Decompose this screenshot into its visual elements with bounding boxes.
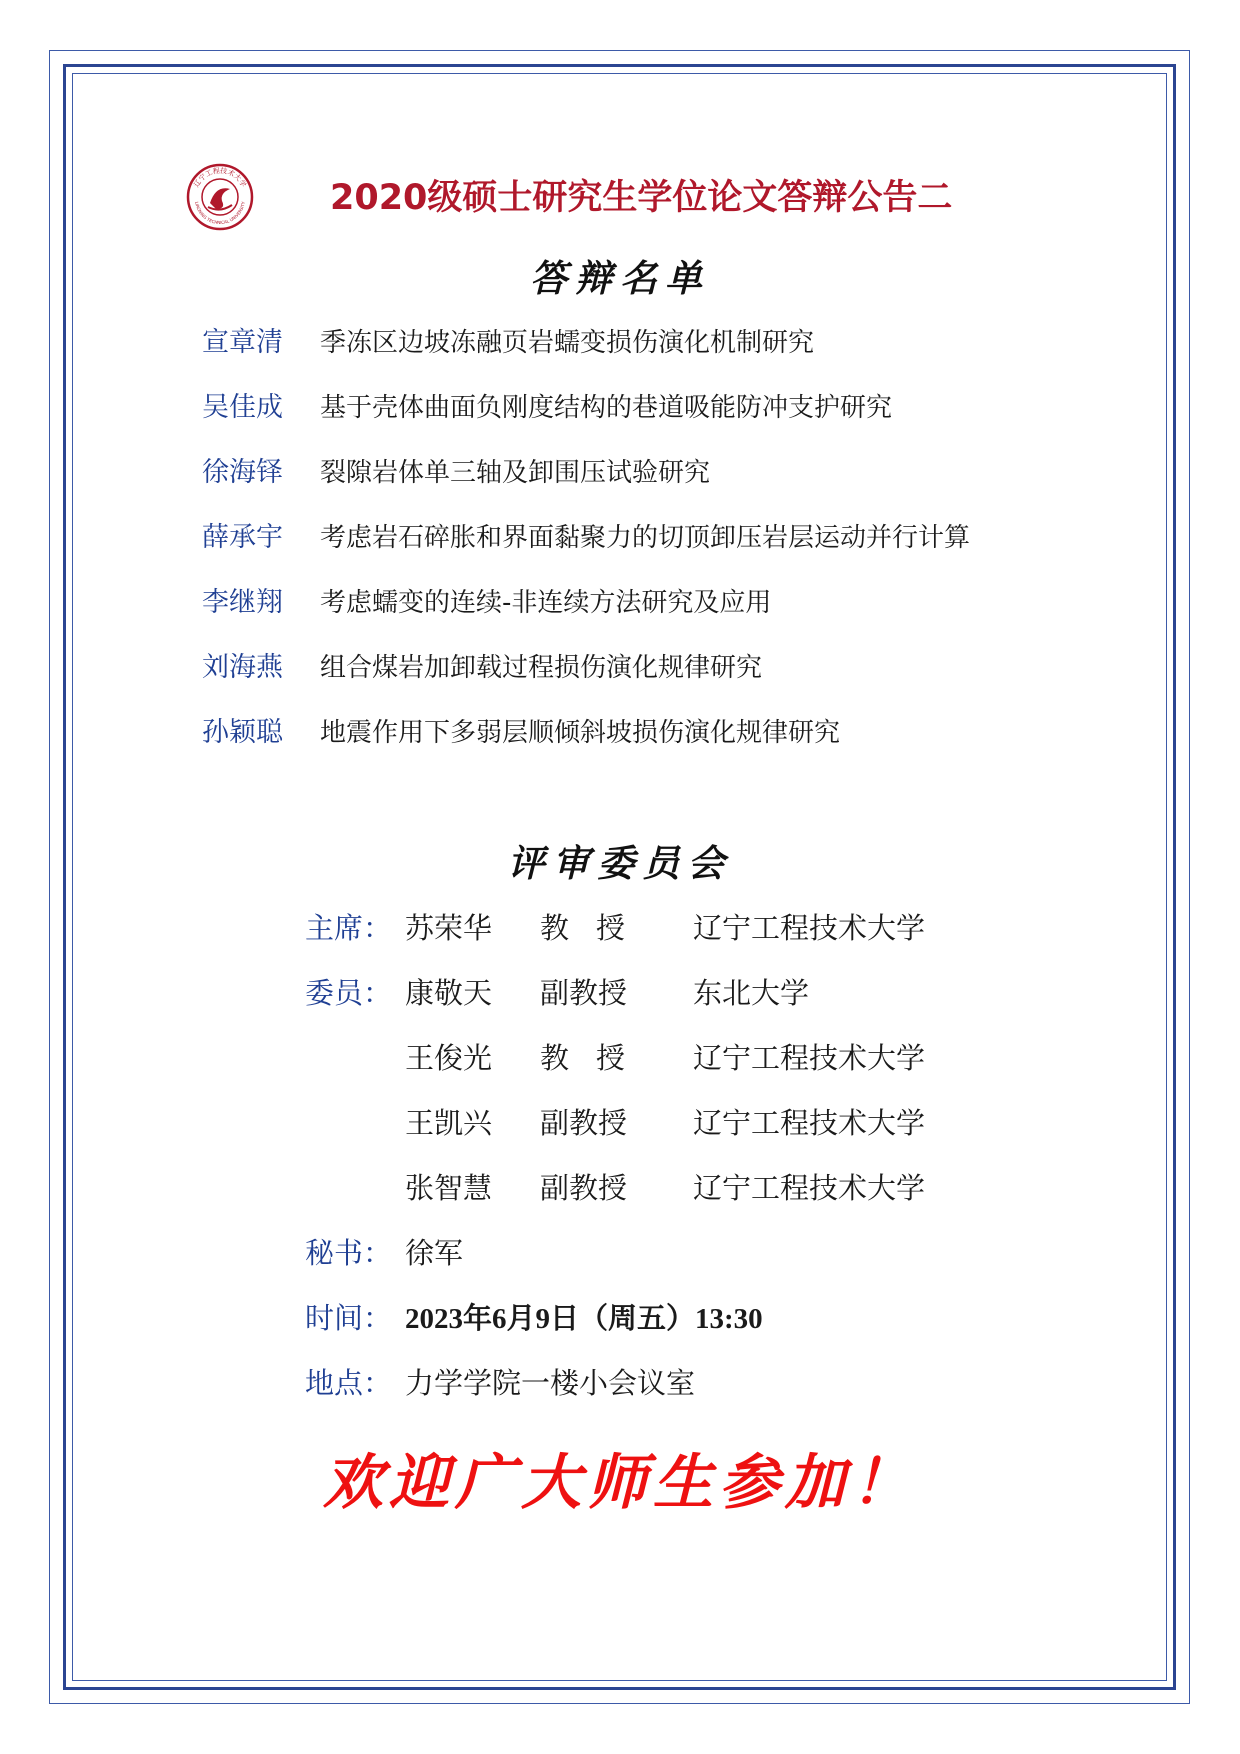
student-name: 吴佳成 <box>202 392 283 423</box>
student-name: 宣章清 <box>202 327 283 358</box>
member-org: 辽宁工程技术大学 <box>693 911 926 945</box>
thesis-title: 地震作用下多弱层顺倾斜坡损伤演化规律研究 <box>320 718 841 748</box>
committee-chair-row <box>305 907 925 949</box>
member-name: 康敬天 <box>405 976 493 1010</box>
thesis-title: 裂隙岩体单三轴及卸围压试验研究 <box>320 458 711 488</box>
time-row <box>305 1297 763 1339</box>
member-title: 教授 <box>540 1041 653 1075</box>
member-title: 副教授 <box>540 976 628 1010</box>
student-name: 刘海燕 <box>202 652 283 683</box>
member-name: 王凯兴 <box>405 1106 493 1140</box>
student-name: 薛承宇 <box>202 522 283 553</box>
university-seal-icon <box>186 163 254 231</box>
member-title: 教授 <box>540 911 653 945</box>
thesis-title: 季冻区边坡冻融页岩蠕变损伤演化机制研究 <box>320 328 815 358</box>
thesis-title: 考虑蠕变的连续-非连续方法研究及应用 <box>320 588 772 618</box>
defense-row <box>202 388 892 428</box>
time-label: 时间： <box>305 1301 393 1335</box>
student-name: 孙颖聪 <box>202 717 283 748</box>
committee-member-row <box>305 1037 925 1079</box>
member-org: 辽宁工程技术大学 <box>693 1171 926 1205</box>
svg-text:辽宁工程技术大学: 辽宁工程技术大学 <box>192 166 248 189</box>
thesis-title: 组合煤岩加卸载过程损伤演化规律研究 <box>320 653 763 683</box>
defense-row <box>202 518 970 558</box>
committee-member-row <box>305 972 809 1014</box>
member-name: 苏荣华 <box>405 911 493 945</box>
members-label: 委员： <box>305 976 393 1010</box>
member-org: 东北大学 <box>693 976 810 1010</box>
chair-label: 主席： <box>305 911 393 945</box>
secretary-label: 秘书： <box>305 1236 393 1270</box>
time-value: 2023年6月9日（周五）13:30 <box>405 1303 763 1335</box>
place-label: 地点： <box>305 1366 393 1400</box>
thesis-title: 考虑岩石碎胀和界面黏聚力的切顶卸压岩层运动并行计算 <box>320 523 971 553</box>
secretary-row <box>305 1232 463 1274</box>
thesis-title: 基于壳体曲面负刚度结构的巷道吸能防冲支护研究 <box>320 393 893 423</box>
page-title: 2020级硕士研究生学位论文答辩公告二 <box>330 178 953 218</box>
committee-heading: 评审委员会 <box>507 841 733 885</box>
defense-row <box>202 453 710 493</box>
member-title: 副教授 <box>540 1171 628 1205</box>
defense-row <box>202 648 762 688</box>
member-name: 王俊光 <box>405 1041 493 1075</box>
member-org: 辽宁工程技术大学 <box>693 1106 926 1140</box>
member-title: 副教授 <box>540 1106 628 1140</box>
defense-row <box>202 713 840 753</box>
secretary-name: 徐军 <box>405 1236 464 1270</box>
svg-text:LIAONING TECHNICAL UNIVERSITY: LIAONING TECHNICAL UNIVERSITY <box>194 201 246 226</box>
student-name: 徐海铎 <box>202 457 283 488</box>
place-row <box>305 1362 695 1404</box>
committee-member-row <box>305 1102 925 1144</box>
member-name: 张智慧 <box>405 1171 493 1205</box>
welcome-message: 欢迎广大师生参加！ <box>323 1448 917 1518</box>
defense-row <box>202 323 814 363</box>
student-name: 李继翔 <box>202 587 283 618</box>
member-org: 辽宁工程技术大学 <box>693 1041 926 1075</box>
committee-member-row <box>305 1167 925 1209</box>
place-value: 力学学院一楼小会议室 <box>405 1366 696 1400</box>
defense-list-heading: 答辩名单 <box>530 256 710 300</box>
defense-row <box>202 583 771 623</box>
